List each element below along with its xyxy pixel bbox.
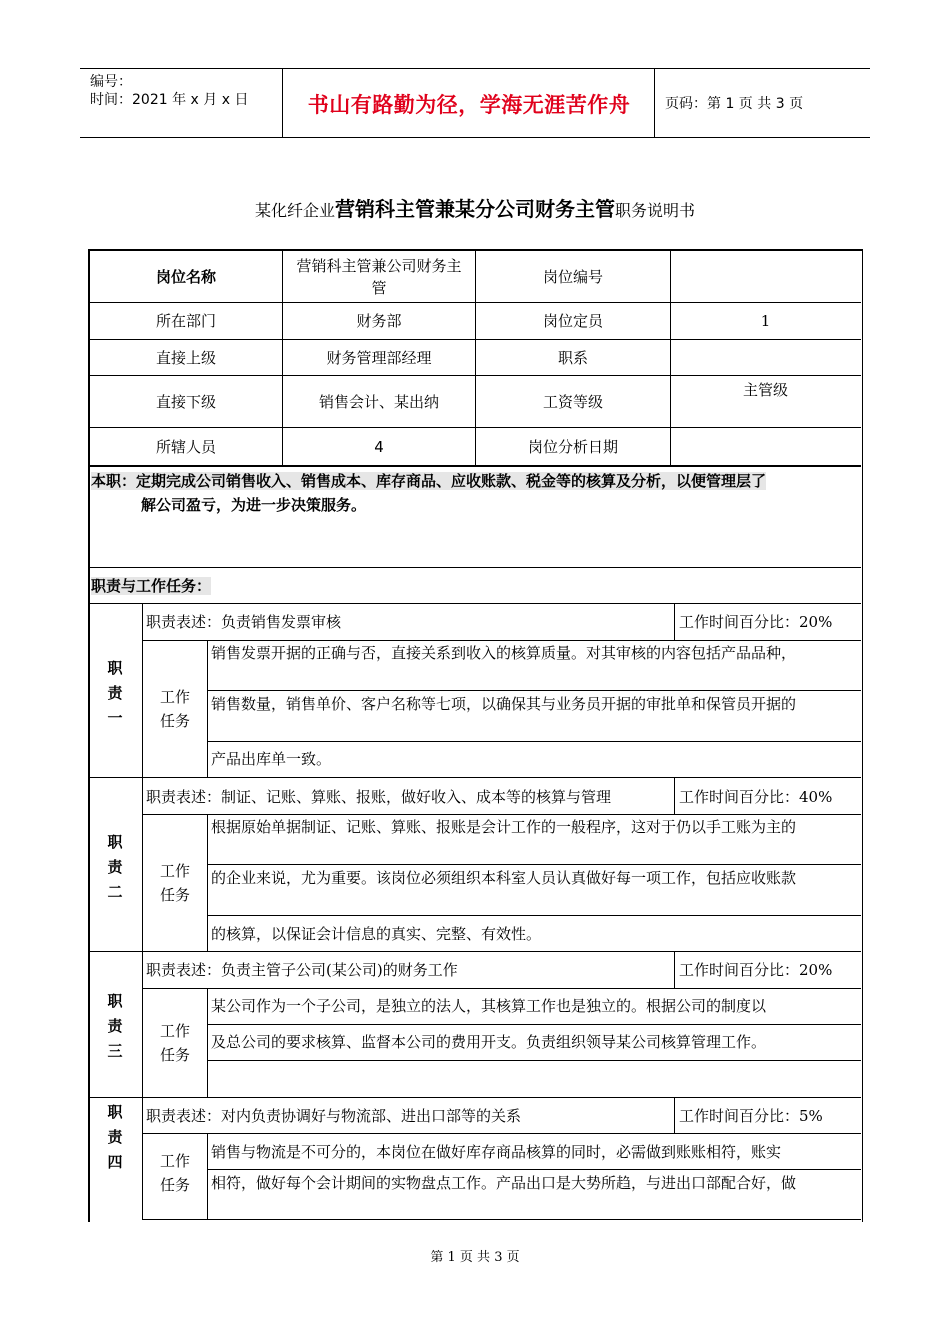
duty-title bbox=[105, 830, 125, 905]
position-name-label: 岗位名称 bbox=[155, 267, 216, 286]
col-divider bbox=[674, 777, 675, 814]
work-task-label: 工作任务 bbox=[159, 1152, 190, 1194]
salary-grade-value: 主管级 bbox=[742, 381, 788, 399]
row-divider bbox=[88, 777, 861, 778]
header-meta bbox=[90, 73, 248, 109]
col-divider bbox=[207, 814, 208, 951]
duty-time-percent: 工作时间百分比：20% bbox=[679, 613, 833, 631]
col-divider bbox=[207, 1133, 208, 1220]
subordinate-value: 销售会计、某出纳 bbox=[318, 392, 439, 411]
date-label: 时间：2021 年 x 月 x 日 bbox=[90, 92, 249, 108]
row-divider bbox=[88, 1097, 861, 1098]
row-divider bbox=[88, 567, 861, 568]
duty-description: 职责表述：制证、记账、算账、报账，做好收入、成本等的核算与管理 bbox=[146, 788, 612, 806]
duty-title-text: 职责二 bbox=[107, 833, 123, 901]
col-divider bbox=[207, 640, 208, 777]
duty-task: 的核算，以保证会计信息的真实、完整、有效性。 bbox=[211, 925, 542, 943]
salary-grade-label: 工资等级 bbox=[542, 392, 603, 411]
row-divider bbox=[207, 1169, 861, 1170]
position-name-value: 营销科主管兼公司财务主管 bbox=[296, 256, 462, 297]
title-main: 营销科主管兼某分公司财务主管 bbox=[335, 197, 615, 221]
job-series-value bbox=[671, 340, 860, 375]
page-info: 页码：第 1 页 共 3 页 bbox=[665, 96, 804, 112]
duty-description: 职责表述：负责销售发票审核 bbox=[146, 613, 342, 631]
duty-time-percent: 工作时间百分比：5% bbox=[679, 1107, 823, 1125]
duty-task: 的企业来说，尤为重要。该岗位必须组织本科室人员认真做好每一项工作，包括应收账款 bbox=[211, 869, 797, 887]
header-divider bbox=[654, 69, 655, 137]
duty-summary bbox=[91, 469, 857, 517]
department-label: 所在部门 bbox=[155, 312, 216, 330]
title-prefix: 某化纤企业 bbox=[254, 201, 335, 220]
work-task-label: 工作任务 bbox=[159, 688, 190, 730]
row-divider bbox=[207, 864, 861, 865]
work-task-label: 工作任务 bbox=[159, 1022, 190, 1064]
superior-value: 财务管理部经理 bbox=[326, 348, 432, 367]
duty-title bbox=[105, 1100, 125, 1175]
duty-summary-line1: 本职：定期完成公司销售收入、销售成本、库存商品、应收账款、税金等的核算及分析，以便管理层了 bbox=[91, 472, 767, 490]
headcount-label: 岗位定员 bbox=[542, 312, 603, 330]
col-divider bbox=[674, 1097, 675, 1133]
number-label: 编号： bbox=[90, 74, 132, 90]
duty-title bbox=[105, 989, 125, 1064]
duty-task: 某公司作为一个子公司，是独立的法人，其核算工作也是独立的。根据公司的制度以 bbox=[211, 997, 767, 1015]
row-divider bbox=[88, 603, 861, 604]
staff-label: 所辖人员 bbox=[155, 437, 216, 456]
duty-time-percent: 工作时间百分比：20% bbox=[679, 961, 833, 979]
duty-task: 销售与物流是不可分的，本岗位在做好库存商品核算的同时，必需做到账账相符，账实 bbox=[211, 1143, 782, 1161]
duty-task: 产品出库单一致。 bbox=[211, 750, 332, 768]
row-divider bbox=[142, 988, 861, 989]
col-divider bbox=[674, 603, 675, 640]
staff-value: 4 bbox=[374, 437, 384, 456]
duty-task: 销售数量，销售单价、客户名称等七项，以确保其与业务员开据的审批单和保管员开据的 bbox=[211, 695, 797, 713]
duty-description: 职责表述：负责主管子公司(某公司)的财务工作 bbox=[146, 961, 458, 979]
job-series-label: 职系 bbox=[557, 348, 588, 367]
duty-summary-line2: 解公司盈亏，为进一步决策服务。 bbox=[141, 496, 367, 514]
row-divider bbox=[88, 951, 861, 952]
row-divider bbox=[207, 915, 861, 916]
duty-title bbox=[105, 656, 125, 731]
col-divider bbox=[674, 951, 675, 988]
duty-description: 职责表述：对内负责协调好与物流部、进出口部等的关系 bbox=[146, 1107, 522, 1125]
duty-title-text: 职责四 bbox=[107, 1103, 123, 1171]
duty-task: 及总公司的要求核算、监督本公司的费用开支。负责组织领导某公司核算管理工作。 bbox=[211, 1033, 767, 1051]
motto: 书山有路勤为径，学海无涯苦作舟 bbox=[307, 93, 631, 117]
row-divider bbox=[142, 1133, 861, 1134]
subordinate-label: 直接下级 bbox=[155, 392, 216, 411]
header-divider bbox=[282, 69, 283, 137]
work-task-label: 工作任务 bbox=[159, 862, 190, 904]
department-value: 财务部 bbox=[356, 312, 402, 330]
responsibilities-header bbox=[91, 574, 211, 598]
row-divider bbox=[207, 1024, 861, 1025]
headcount-value: 1 bbox=[760, 312, 771, 330]
responsibilities-header-text: 职责与工作任务： bbox=[91, 577, 212, 595]
title-suffix: 职务说明书 bbox=[615, 201, 696, 220]
duty-task: 销售发票开据的正确与否，直接关系到收入的核算质量。对其审核的内容包括产品品种， bbox=[211, 644, 797, 662]
page-footer: 第 1 页 共 3 页 bbox=[430, 1250, 520, 1265]
superior-label: 直接上级 bbox=[155, 348, 216, 367]
analysis-date-label: 岗位分析日期 bbox=[527, 437, 618, 456]
row-divider bbox=[207, 690, 861, 691]
document-header bbox=[80, 68, 870, 138]
row-divider bbox=[142, 1219, 861, 1220]
duty-title-text: 职责三 bbox=[107, 992, 123, 1060]
row-divider bbox=[207, 741, 861, 742]
duty-time-percent: 工作时间百分比：40% bbox=[679, 788, 833, 806]
position-code-label: 岗位编号 bbox=[542, 267, 603, 286]
duty-task: 相符，做好每个会计期间的实物盘点工作。产品出口是大势所趋，与进出口部配合好，做 bbox=[211, 1174, 797, 1192]
analysis-date-value bbox=[671, 428, 860, 465]
duty-title-text: 职责一 bbox=[107, 659, 123, 727]
row-divider bbox=[207, 1060, 861, 1061]
duty-task: 根据原始单据制证、记账、算账、报账是会计工作的一般程序，这对于仍以手工账为主的 bbox=[211, 818, 797, 836]
position-code-value bbox=[671, 251, 860, 302]
col-divider bbox=[207, 988, 208, 1097]
document-title bbox=[0, 193, 950, 222]
